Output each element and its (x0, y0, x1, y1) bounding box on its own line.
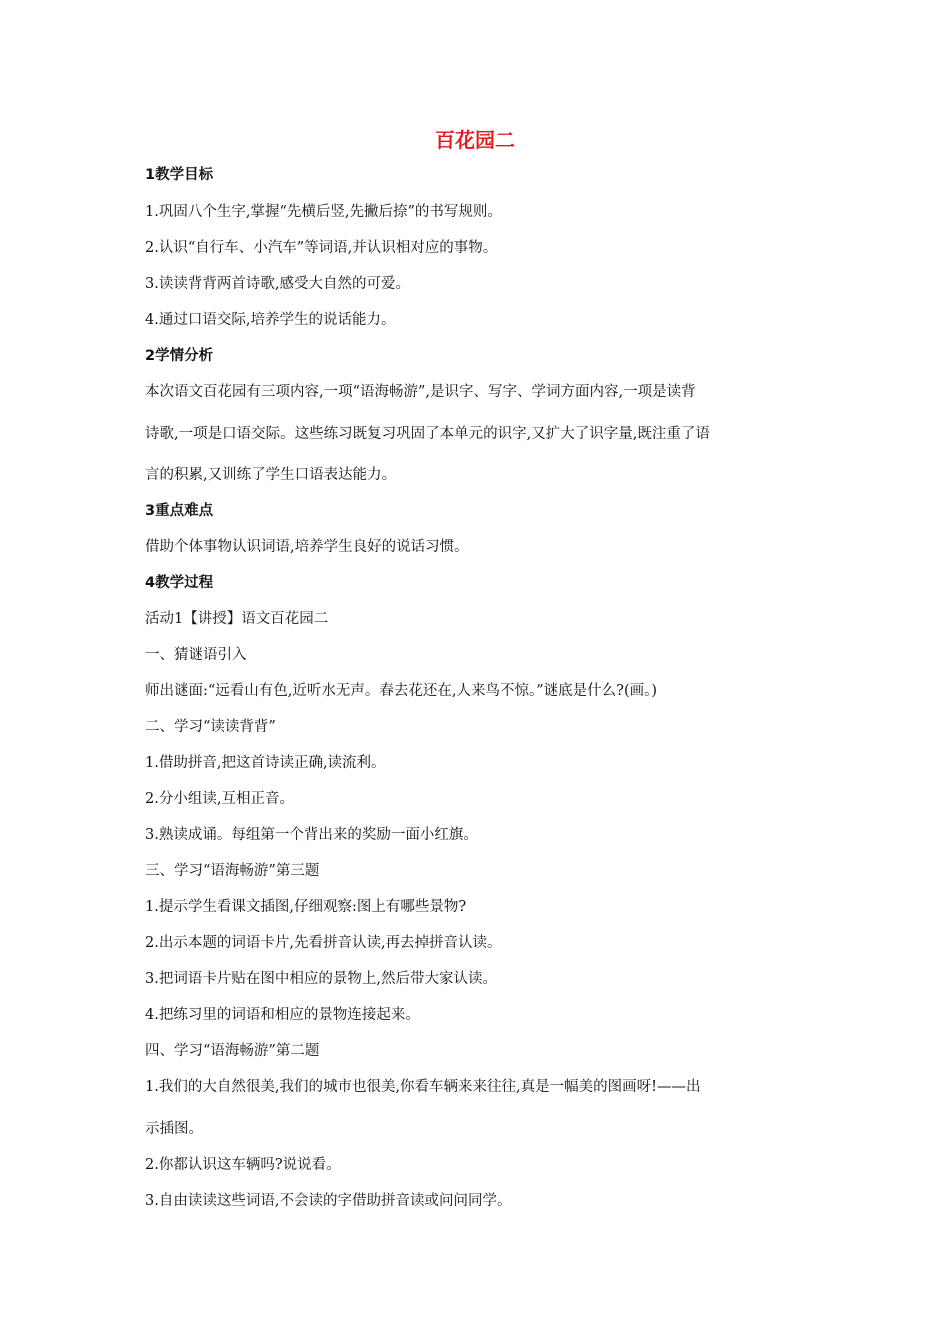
body-text-line: 借助个体事物认识词语,培养学生良好的说话习惯。 (145, 539, 469, 555)
section-heading: 4教学过程 (145, 575, 214, 591)
body-text-line: 4.把练习里的词语和相应的景物连接起来。 (145, 1007, 420, 1023)
section-heading: 2学情分析 (145, 348, 214, 364)
document-title: 百花园二 (435, 128, 515, 152)
body-text-line: 一、猜谜语引入 (145, 647, 247, 663)
body-text-line: 1.我们的大自然很美,我们的城市也很美,你看车辆来来往往,真是一幅美的图画呀!——出 (145, 1079, 701, 1095)
body-text-line: 2.认识“自行车、小汽车”等词语,并认识相对应的事物。 (145, 240, 498, 256)
body-text-line: 3.把词语卡片贴在图中相应的景物上,然后带大家认读。 (145, 971, 497, 987)
body-text-line: 言的积累,又训练了学生口语表达能力。 (145, 467, 397, 483)
section-heading: 1教学目标 (145, 167, 214, 183)
body-text-line: 本次语文百花园有三项内容,一项“语海畅游”,是识字、写字、学词方面内容,一项是读背 (145, 384, 696, 400)
body-text-line: 1.巩固八个生字,掌握“先横后竖,先撇后捺”的书写规则。 (145, 204, 502, 220)
body-text-line: 1.提示学生看课文插图,仔细观察:图上有哪些景物? (145, 899, 467, 915)
body-text-line: 诗歌,一项是口语交际。这些练习既复习巩固了本单元的识字,又扩大了识字量,既注重了语 (145, 426, 710, 442)
section-heading: 3重点难点 (145, 503, 214, 519)
body-text-line: 2.出示本题的词语卡片,先看拼音认读,再去掉拼音认读。 (145, 935, 502, 951)
body-text-line: 示插图。 (145, 1121, 203, 1137)
body-text-line: 1.借助拼音,把这首诗读正确,读流利。 (145, 755, 386, 771)
body-text-line: 3.读读背背两首诗歌,感受大自然的可爱。 (145, 276, 410, 292)
body-text-line: 活动1【讲授】语文百花园二 (145, 611, 329, 627)
body-text-line: 4.通过口语交际,培养学生的说话能力。 (145, 312, 396, 328)
body-text-line: 二、学习“读读背背” (145, 719, 276, 735)
body-text-line: 四、学习“语海畅游”第二题 (145, 1043, 320, 1059)
body-text-line: 2.你都认识这车辆吗?说说看。 (145, 1157, 341, 1173)
body-text-line: 2.分小组读,互相正音。 (145, 791, 294, 807)
body-text-line: 3.熟读成诵。每组第一个背出来的奖励一面小红旗。 (145, 827, 478, 843)
body-text-line: 三、学习“语海畅游”第三题 (145, 863, 320, 879)
body-text-line: 3.自由读读这些词语,不会读的字借助拼音读或问问同学。 (145, 1193, 512, 1209)
body-text-line: 师出谜面:“远看山有色,近听水无声。春去花还在,人来鸟不惊。”谜底是什么?(画。) (145, 683, 658, 699)
